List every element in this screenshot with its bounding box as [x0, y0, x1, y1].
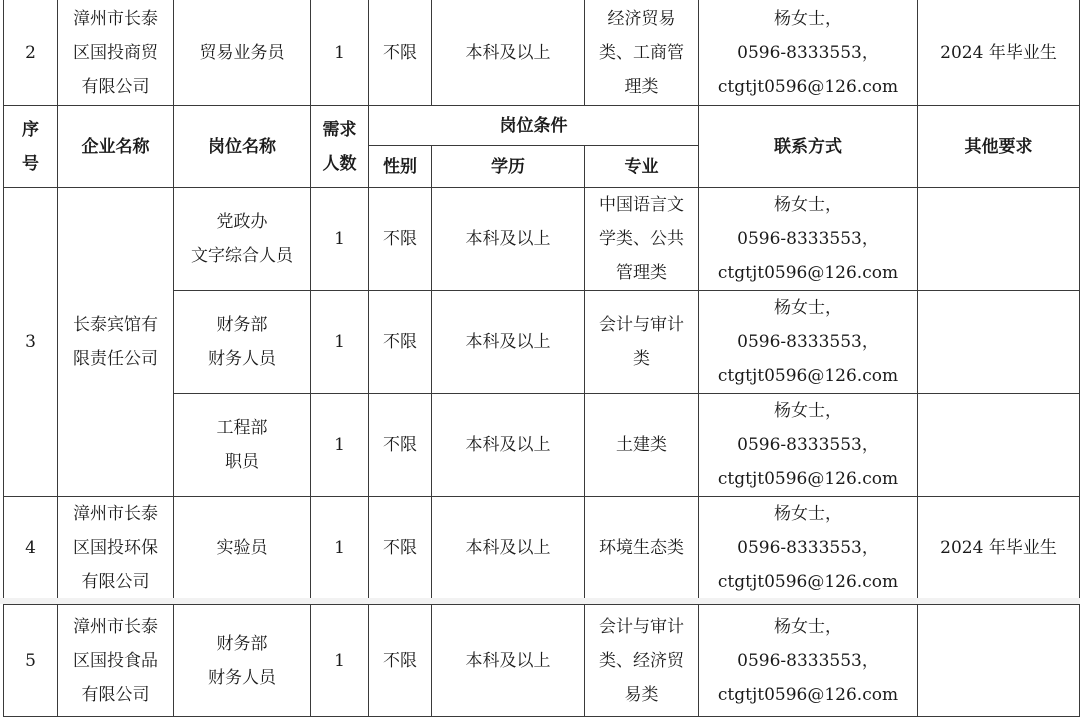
row-number: 3: [4, 188, 58, 497]
header-count: 需求 人数: [311, 106, 369, 188]
header-major: 专业: [585, 146, 699, 188]
education: 本科及以上: [432, 497, 585, 600]
gender: 不限: [369, 0, 432, 106]
company-name: 漳州市长泰 区国投商贸 有限公司: [58, 0, 174, 106]
position-name: 党政办 文字综合人员: [174, 188, 311, 291]
contact: 杨女士， 0596-8333553， ctgtjt0596@126.com: [699, 605, 918, 717]
gender: 不限: [369, 188, 432, 291]
other-requirements: 2024 年毕业生: [918, 0, 1080, 106]
position-name: 财务部 财务人员: [174, 291, 311, 394]
other-requirements: [918, 291, 1080, 394]
table-row: [4, 0, 1080, 106]
contact: 杨女士， 0596-8333553， ctgtjt0596@126.com: [699, 188, 918, 291]
contact: 杨女士， 0596-8333553， ctgtjt0596@126.com: [699, 497, 918, 600]
education: 本科及以上: [432, 0, 585, 106]
header-gender: 性别: [369, 146, 432, 188]
other-requirements: [918, 394, 1080, 497]
row-number: 4: [4, 497, 58, 600]
header-position: 岗位名称: [174, 106, 311, 188]
other-requirements: [918, 605, 1080, 717]
other-requirements: 2024 年毕业生: [918, 497, 1080, 600]
header-no: 序 号: [4, 106, 58, 188]
major: 经济贸易 类、工商管 理类: [585, 0, 699, 106]
contact: 杨女士， 0596-8333553， ctgtjt0596@126.com: [699, 0, 918, 106]
gender: 不限: [369, 497, 432, 600]
education: 本科及以上: [432, 291, 585, 394]
headcount: 1: [311, 394, 369, 497]
major: 会计与审计 类: [585, 291, 699, 394]
headcount: 1: [311, 605, 369, 717]
position-name: 工程部 职员: [174, 394, 311, 497]
company-name: 漳州市长泰 区国投食品 有限公司: [58, 605, 174, 717]
headcount: 1: [311, 0, 369, 106]
gender: 不限: [369, 394, 432, 497]
education: 本科及以上: [432, 394, 585, 497]
row-number: 2: [4, 0, 58, 106]
other-requirements: [918, 188, 1080, 291]
headcount: 1: [311, 188, 369, 291]
header-other: 其他要求: [918, 106, 1080, 188]
position-name: 实验员: [174, 497, 311, 600]
gender: 不限: [369, 605, 432, 717]
contact: 杨女士， 0596-8333553， ctgtjt0596@126.com: [699, 394, 918, 497]
recruitment-table-continued: [3, 604, 1080, 717]
header-education: 学历: [432, 146, 585, 188]
header-conditions: 岗位条件: [369, 106, 699, 146]
gender: 不限: [369, 291, 432, 394]
major: 会计与审计 类、经济贸 易类: [585, 605, 699, 717]
company-name: 长泰宾馆有 限责任公司: [58, 188, 174, 497]
contact: 杨女士， 0596-8333553， ctgtjt0596@126.com: [699, 291, 918, 394]
major: 环境生态类: [585, 497, 699, 600]
table-row: [4, 188, 1080, 291]
recruitment-table: [3, 0, 1080, 600]
major: 中国语言文 学类、公共 管理类: [585, 188, 699, 291]
major: 土建类: [585, 394, 699, 497]
header-row: [4, 106, 1080, 146]
company-name: 漳州市长泰 区国投环保 有限公司: [58, 497, 174, 600]
table-row: [4, 605, 1080, 717]
position-name: 贸易业务员: [174, 0, 311, 106]
table-row: [4, 497, 1080, 600]
header-company: 企业名称: [58, 106, 174, 188]
header-contact: 联系方式: [699, 106, 918, 188]
headcount: 1: [311, 291, 369, 394]
position-name: 财务部 财务人员: [174, 605, 311, 717]
education: 本科及以上: [432, 188, 585, 291]
headcount: 1: [311, 497, 369, 600]
row-number: 5: [4, 605, 58, 717]
education: 本科及以上: [432, 605, 585, 717]
